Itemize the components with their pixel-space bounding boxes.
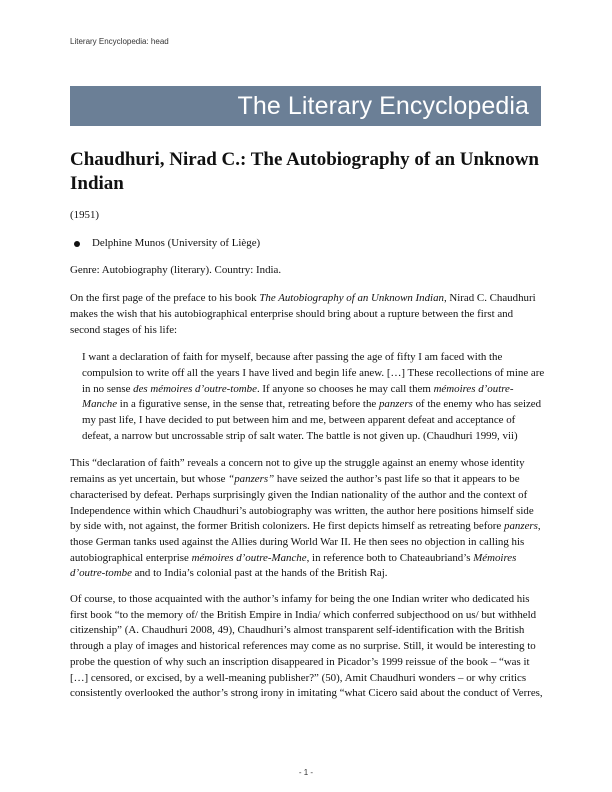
body-paragraph-2: Of course, to those acquainted with the author’s infamy for being the one Indian writer who dedicated his first book “to the memory of/ the British Empire in India/ which conferred subjecthood on us/ but withheld citizenship” (A. Chaudhuri 2008, 49), Chaudhuri’s almost transparent self-identification with the British through a play of images and historical references may come as no surprise. Still, it would be interesting to probe the question of why such an inscription disappeared in Picador’s 1999 reissue of the book – “was it […] censored, or excised, by a well-meaning publisher?” (50), Amit Chaudhuri wonders – or why critics consistently overlooked the author’s strong irony in imitating “what Cicero said about the conduct of Verres, (70, 593, 543, 700)
article-body (70, 148, 545, 702)
bullet-icon (74, 241, 80, 247)
encyclopedia-banner (70, 86, 541, 126)
genre-line: Genre: Autobiography (literary). Country: India. (70, 264, 282, 277)
page-number: - 1 - (298, 768, 314, 777)
publication-year: (1951) (70, 209, 100, 221)
author-name: Delphine Munos (University of Liège) (92, 236, 261, 249)
author-item (70, 236, 545, 252)
book-title-italic: The Autobiography of an Unknown Indian (259, 292, 444, 305)
banner-title: The Literary Encyclopedia (237, 92, 529, 120)
author-list (70, 236, 545, 252)
running-head: Literary Encyclopedia: head (70, 37, 169, 46)
body-paragraph-1: This “declaration of faith” reveals a concern not to give up the struggle against an enemy whose identity remains as yet uncertain, but whose “panzers” have seized the author’s past life so that it appears to be characterised by defeat. Perhaps surprisingly given the Indian nationality of the author and the context of Independence within which Chaudhuri’s autobiography was written, the author here positions himself side by side with, not against, the former British colonizers. He first depicts himself as retreating before panzers, those German tanks used against the Allies during World War II. He then sees no objection in calling his autobiographical enterprise mémoires d’outre-Manche, in reference both to Chateaubriand’s Mémoires d’outre-tombe and to India’s colonial past at the hands of the British Raj. (70, 457, 541, 580)
block-quote: I want a declaration of faith for myself, because after passing the age of fifty I am faced with the compulsion to write off all the years I have lived and begin life anew. […] These recollections of mine are in no sense des mémoires d’outre-tombe. If anyone so chooses he may call them mémoires d’outre-Manche in a figurative sense, in the sense that, retreating before the panzers of the enemy who has seized my past life, I have decided to put between him and me, between apparent defeat and acceptance of defeat, a narrow but uncrossable strip of salt water. The battle is not given up. (Chaudhuri 1999, vii) (82, 351, 545, 442)
article-title: Chaudhuri, Nirad C.: The Autobiography of an Unknown Indian (70, 149, 539, 194)
intro-paragraph: On the first page of the preface to his book The Autobiography of an Unknown Indian, Nirad C. Chaudhuri makes the wish that his autobiographical enterprise should bring about a rupture between the first and second stages of his life: (70, 292, 536, 336)
